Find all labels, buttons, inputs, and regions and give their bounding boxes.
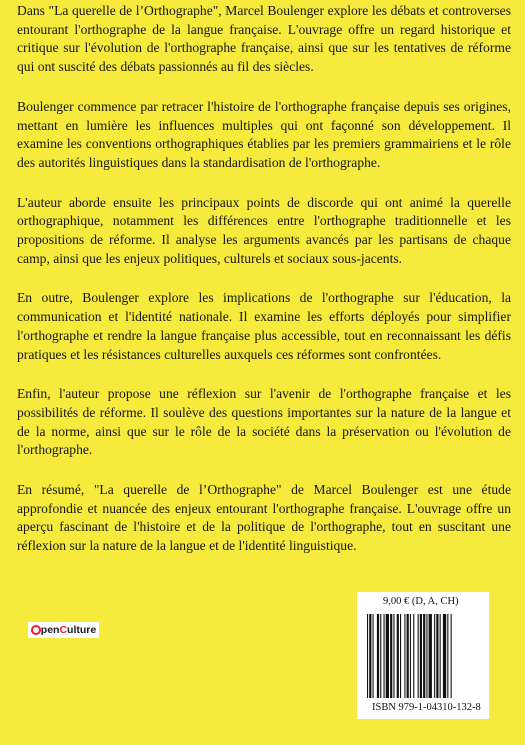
paragraph-3: L'auteur aborde ensuite les principaux points de discorde qui ont animé la querelle orthographique, notamment les différences entre l'orthographe traditionnelle et les propositions de réforme. Il analyse les arguments avancés par les partisans de chaque camp, ainsi que les enjeux politiques, culturels et sociaux sous-jacents.: [17, 194, 511, 266]
isbn-barcode: [367, 614, 481, 698]
logo-text-c: C: [59, 624, 68, 636]
isbn-label: ISBN 979-1-04310-132-8: [372, 702, 481, 713]
logo-text-pen: pen: [40, 624, 60, 636]
paragraph-2: Boulenger commence par retracer l'histoire de l'orthographe française depuis ses origines, mettant en lumière les influences multiples qui ont façonné son développement. Il examine les conventions orthographiques établies par les premiers grammairiens et le rôle des autorités linguistiques dans la standardisation de l'orthographe.: [17, 98, 511, 170]
summary-text: [17, 2, 511, 577]
logo-text-ulture: ulture: [67, 624, 97, 636]
paragraph-5: Enfin, l'auteur propose une réflexion sur l'avenir de l'orthographe française et les possibilités de réforme. Il soulève des questions importantes sur la nature de la langue et de la norme, ainsi que sur le rôle de la société dans la préservation ou l'évolution de l'orthographe.: [17, 386, 511, 458]
paragraph-4: En outre, Boulenger explore les implications de l'orthographe sur l'éducation, la communication et l'identité nationale. Il examine les efforts déployés pour simplifier l'orthographe et rendre la langue française plus accessible, tout en reconnaissant les défis pratiques et les résistances culturelles auxquels ces réformes sont confrontées.: [17, 290, 511, 362]
paragraph-6: En résumé, "La querelle de l’Orthographe" de Marcel Boulenger est une étude approfondie et nuancée des enjeux entourant l'orthographe française. L'ouvrage offre un aperçu fascinant de l'histoire et de la politique de l'orthographe, tout en suscitant une réflexion sur la nature de la langue et de l'identité linguistique.: [17, 482, 511, 554]
open-o-icon: [31, 625, 41, 635]
publisher-logo: [28, 622, 99, 638]
paragraph-1: Dans "La querelle de l’Orthographe", Marcel Boulenger explore les débats et controverses entourant l'orthographe de la langue française. L'ouvrage offre un regard historique et critique sur l'évolution de l'orthographe française, ainsi que sur les tentatives de réforme qui ont suscité des débats passionnés au fil des siècles.: [17, 3, 511, 75]
price-label: 9,00 € (D, A, CH): [383, 596, 459, 607]
